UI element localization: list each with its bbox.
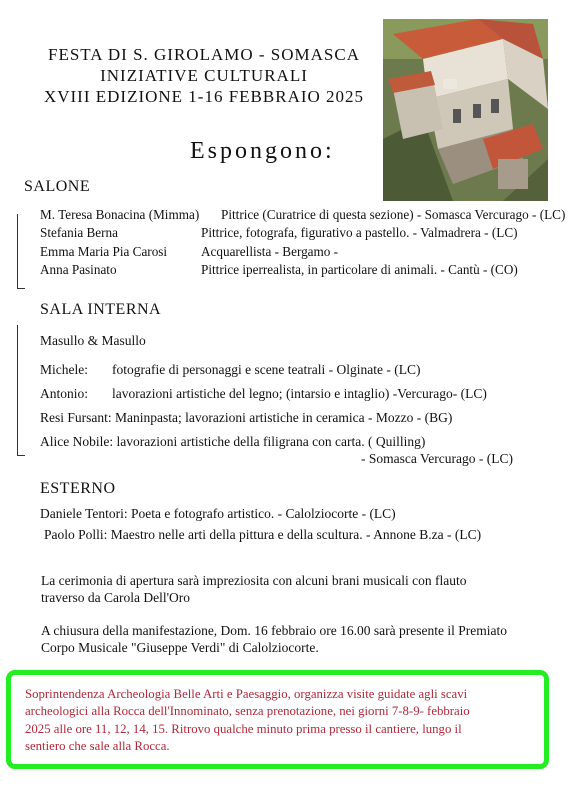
section-title-esterno: ESTERNO <box>40 480 116 497</box>
sala-interna-resi: Resi Fursant: Maninpasta; lavorazioni artistiche in ceramica - Mozzo - (BG) <box>40 410 453 425</box>
sala-interna-row <box>40 386 487 402</box>
closing-ceremony-text <box>41 622 571 656</box>
artist-desc: fotografie di personaggi e scene teatrali - Olginate - (LC) <box>112 362 421 377</box>
notice-line: sentiero che sale alla Rocca. <box>25 739 170 754</box>
sala-interna-alice-place: - Somasca Vercurago - (LC) <box>361 451 513 466</box>
text-line: La cerimonia di apertura sarà impreziosita con alcuni brani musicali con flauto <box>41 573 467 588</box>
artist-name: Anna Pasinato <box>40 262 117 277</box>
artist-desc: Pittrice iperrealista, in particolare di animali. - Cantù - (CO) <box>201 262 518 277</box>
text-line: A chiusura della manifestazione, Dom. 16 febbraio ore 16.00 sarà presente il Premiato <box>41 623 507 638</box>
esterno-row: Paolo Polli: Maestro nelle arti della pittura e della scultura. - Annone B.za - (LC) <box>44 527 482 542</box>
salone-row <box>40 207 566 223</box>
sala-interna-row <box>40 362 421 378</box>
header-line-3: XVIII EDIZIONE 1-16 FEBBRAIO 2025 <box>43 87 365 106</box>
artist-desc: Acquarellista - Bergamo - <box>201 244 339 259</box>
sala-interna-alice: Alice Nobile: lavorazioni artistiche della filigrana con carta. ( Quilling) <box>40 434 426 449</box>
header-line-2: INIZIATIVE CULTURALI <box>100 66 308 85</box>
section-title-salone: SALONE <box>24 178 91 195</box>
artist-desc: lavorazioni artistiche del legno; (intarsio e intaglio) -Vercurago- (LC) <box>112 386 487 401</box>
church-aerial-photo <box>383 19 548 201</box>
sala-interna-bracket <box>17 325 18 456</box>
esterno-row: Daniele Tentori: Poeta e fotografo artistico. - Calolziocorte - (LC) <box>40 506 396 521</box>
guided-visits-notice <box>6 670 549 769</box>
salone-row <box>40 262 518 278</box>
salone-row <box>40 244 339 260</box>
artist-desc: Pittrice (Curatrice di questa sezione) - Somasca Vercurago - (LC) <box>221 207 566 222</box>
sala-interna-intro: Masullo & Masullo <box>40 333 146 348</box>
header <box>24 44 384 107</box>
section-title-sala-interna: SALA INTERNA <box>40 301 162 318</box>
notice-line: 2025 alle ore 11, 12, 14, 15. Ritrovo qualche minuto prima presso il cantiere, lungo il <box>25 721 462 736</box>
artist-name: Michele: <box>40 362 88 377</box>
artist-name: Stefania Berna <box>40 225 118 240</box>
artist-name: Antonio: <box>40 386 89 401</box>
artist-name: Emma Maria Pia Carosi <box>40 244 168 259</box>
artist-name: M. Teresa Bonacina (Mimma) <box>40 207 200 222</box>
notice-line: archeologici alla Rocca dell'Innominato, senza prenotazione, nei giorni 7-8-9- febbraio <box>25 704 470 719</box>
notice-line: Soprintendenza Archeologia Belle Arti e Paesaggio, organizza visite guidate agli scavi <box>25 687 468 701</box>
salone-bracket <box>17 214 18 289</box>
text-line: traverso da Carola Dell'Oro <box>41 590 191 605</box>
artist-desc: Pittrice, fotografa, figurativo a pastello. - Valmadrera - (LC) <box>201 225 518 240</box>
header-line-1: FESTA DI S. GIROLAMO - SOMASCA <box>47 45 360 64</box>
salone-row <box>40 225 518 241</box>
opening-ceremony-text <box>41 572 571 606</box>
text-line: Corpo Musicale "Giuseppe Verdi" di Calolziocorte. <box>41 640 319 655</box>
espongono-heading: Espongono: <box>190 138 335 164</box>
